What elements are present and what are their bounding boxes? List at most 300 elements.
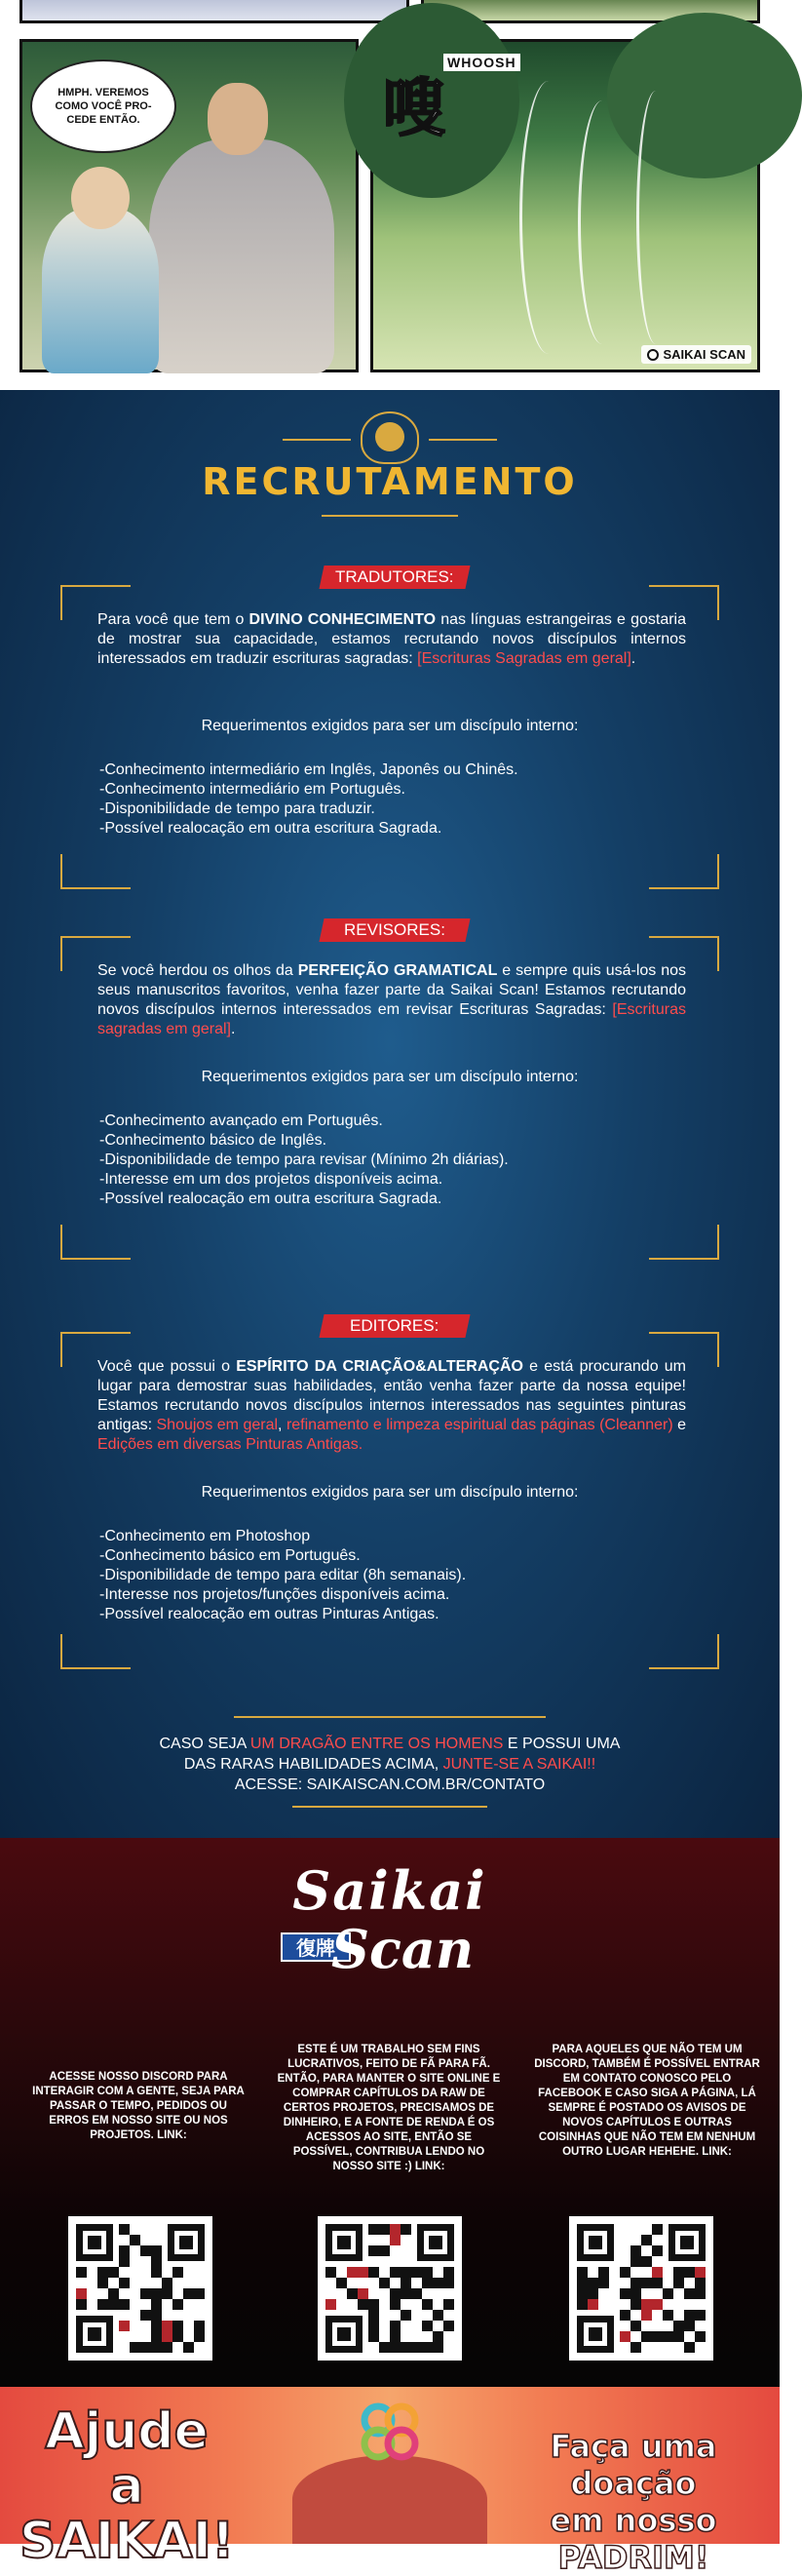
qr-module	[368, 2235, 379, 2245]
qr-module	[390, 2256, 401, 2267]
qr-module	[443, 2267, 454, 2278]
qr-module	[140, 2321, 151, 2331]
qr-module	[620, 2331, 630, 2342]
qr-module	[609, 2299, 620, 2310]
qr-module	[609, 2288, 620, 2299]
qr-module	[684, 2331, 695, 2342]
qr-module	[76, 2267, 87, 2278]
qr-module	[151, 2342, 162, 2353]
qr-finder	[76, 2224, 113, 2261]
qr-module	[620, 2278, 630, 2288]
qr-module	[620, 2224, 630, 2235]
qr-module	[119, 2278, 130, 2288]
character-head-tall	[208, 83, 268, 155]
text-highlight: JUNTE-SE A SAIKAI!!	[442, 1756, 596, 1773]
editors-band	[319, 1314, 470, 1338]
qr-module	[390, 2224, 401, 2235]
text-fragment: E POSSUI UMA	[503, 1736, 621, 1752]
qr-module	[577, 2267, 588, 2278]
qr-module	[76, 2288, 87, 2299]
saikai-logo-icon	[647, 349, 659, 361]
qr-module	[443, 2310, 454, 2321]
qr-module	[411, 2299, 422, 2310]
qr-module	[401, 2310, 411, 2321]
site-qr-code[interactable]	[318, 2216, 462, 2361]
qr-module	[411, 2267, 422, 2278]
text-fragment: .	[630, 650, 636, 667]
sfx-whoosh: WHOOSH	[443, 54, 520, 71]
qr-module	[119, 2267, 130, 2278]
qr-module	[620, 2288, 630, 2299]
qr-module	[194, 2310, 205, 2321]
qr-module	[119, 2331, 130, 2342]
qr-module	[379, 2245, 390, 2256]
qr-module	[652, 2331, 663, 2342]
qr-module	[130, 2235, 140, 2245]
qr-module	[652, 2299, 663, 2310]
qr-module	[390, 2278, 401, 2288]
editors-req-list	[99, 1527, 704, 1624]
qr-module	[641, 2235, 652, 2245]
qr-module	[695, 2310, 706, 2321]
revisers-band	[319, 918, 470, 942]
corner-ornament	[60, 1634, 131, 1669]
discord-qr-code[interactable]	[68, 2216, 212, 2361]
manga-panels	[0, 0, 780, 390]
qr-module	[401, 2321, 411, 2331]
qr-module	[108, 2288, 119, 2299]
qr-module	[588, 2299, 598, 2310]
translators-req-heading: Requerimentos exigidos para ser um discípulo interno:	[201, 718, 579, 734]
qr-module	[140, 2342, 151, 2353]
qr-module	[347, 2278, 358, 2288]
qr-module	[641, 2278, 652, 2288]
qr-module	[162, 2331, 172, 2342]
qr-module	[368, 2310, 379, 2321]
qr-module	[130, 2245, 140, 2256]
qr-module	[433, 2310, 443, 2321]
qr-module	[379, 2288, 390, 2299]
qr-module	[336, 2299, 347, 2310]
qr-module	[620, 2267, 630, 2278]
qr-module	[663, 2267, 673, 2278]
qr-module	[119, 2245, 130, 2256]
qr-module	[336, 2288, 347, 2299]
qr-module	[673, 2331, 684, 2342]
qr-module	[379, 2235, 390, 2245]
corner-ornament	[60, 1225, 131, 1260]
qr-module	[652, 2342, 663, 2353]
qr-module	[162, 2288, 172, 2299]
qr-module	[598, 2267, 609, 2278]
list-item: -Conhecimento básico em Português.	[99, 1547, 361, 1564]
qr-module	[641, 2331, 652, 2342]
motion-streak	[578, 100, 627, 344]
qr-module	[130, 2310, 140, 2321]
qr-module	[183, 2310, 194, 2321]
qr-module	[663, 2299, 673, 2310]
editors-req-heading: Requerimentos exigidos para ser um discípulo interno:	[201, 1484, 579, 1501]
revisers-intro	[97, 961, 686, 1039]
qr-module	[652, 2321, 663, 2331]
qr-module	[325, 2288, 336, 2299]
text-highlight: [Escrituras sagradas em geral]	[97, 1001, 686, 1037]
qr-module	[162, 2267, 172, 2278]
qr-module	[151, 2321, 162, 2331]
qr-module	[641, 2224, 652, 2235]
qr-module	[411, 2342, 422, 2353]
qr-module	[422, 2342, 433, 2353]
qr-module	[194, 2342, 205, 2353]
character-figure-tall	[149, 139, 334, 373]
list-item: -Conhecimento em Photoshop	[99, 1528, 311, 1544]
qr-module	[130, 2267, 140, 2278]
qr-module	[641, 2310, 652, 2321]
qr-module	[684, 2299, 695, 2310]
qr-module	[598, 2278, 609, 2288]
qr-finder	[76, 2316, 113, 2353]
qr-module	[119, 2256, 130, 2267]
text-highlight: Edições em diversas Pinturas Antigas.	[97, 1436, 363, 1453]
qr-module	[151, 2267, 162, 2278]
qr-module	[663, 2288, 673, 2299]
text-fragment: Você que possui o	[97, 1358, 237, 1375]
ornament-line	[322, 515, 458, 517]
qr-module	[172, 2310, 183, 2321]
qr-module	[390, 2321, 401, 2331]
qr-module	[368, 2321, 379, 2331]
qr-module	[641, 2288, 652, 2299]
text-highlight: UM DRAGÃO ENTRE OS HOMENS	[249, 1736, 504, 1752]
qr-module	[695, 2288, 706, 2299]
corner-ornament	[60, 854, 131, 889]
qr-module	[151, 2256, 162, 2267]
list-item: -Interesse em um dos projetos disponíveis acima.	[99, 1171, 443, 1188]
ornament-line	[292, 1806, 487, 1808]
qr-module	[390, 2245, 401, 2256]
qr-module	[140, 2299, 151, 2310]
qr-module	[630, 2310, 641, 2321]
qr-module	[119, 2321, 130, 2331]
qr-module	[97, 2267, 108, 2278]
qr-module	[172, 2321, 183, 2331]
qr-module	[390, 2342, 401, 2353]
qr-module	[422, 2321, 433, 2331]
text-bold: DIVINO CONHECIMENTO	[248, 611, 437, 628]
qr-module	[673, 2288, 684, 2299]
qr-module	[390, 2235, 401, 2245]
qr-module	[97, 2288, 108, 2299]
qr-module	[673, 2267, 684, 2278]
qr-module	[183, 2278, 194, 2288]
qr-module	[609, 2267, 620, 2278]
text-highlight: [Escrituras Sagradas em geral]	[417, 650, 631, 667]
character-figure-elder	[42, 208, 159, 373]
qr-module	[401, 2299, 411, 2310]
editors-label: EDITORES:	[350, 1316, 439, 1335]
footer-line-1	[0, 1734, 780, 1754]
qr-module	[609, 2278, 620, 2288]
donate-right-line-1: Faça uma doação	[550, 2428, 717, 2502]
qr-module	[401, 2256, 411, 2267]
qr-module	[130, 2278, 140, 2288]
qr-module	[630, 2288, 641, 2299]
editors-intro	[97, 1357, 686, 1455]
donate-left-line-1: Ajude a	[45, 2402, 209, 2516]
qr-module	[140, 2235, 151, 2245]
qr-module	[379, 2267, 390, 2278]
qr-module	[87, 2278, 97, 2288]
qr-module	[411, 2310, 422, 2321]
qr-module	[401, 2224, 411, 2235]
qr-module	[358, 2267, 368, 2278]
qr-module	[673, 2299, 684, 2310]
qr-module	[401, 2245, 411, 2256]
speech-bubble: HMPH. VEREMOS COMO VOCÊ PRO- CEDE ENTÃO.	[30, 59, 176, 153]
qr-finder	[668, 2224, 706, 2261]
qr-module	[684, 2342, 695, 2353]
qr-module	[162, 2278, 172, 2288]
qr-module	[183, 2267, 194, 2278]
text-bold: ESPÍRITO DA CRIAÇÃO&ALTERAÇÃO	[236, 1358, 523, 1375]
qr-module	[401, 2267, 411, 2278]
qr-module	[76, 2278, 87, 2288]
corner-ornament	[649, 1225, 719, 1260]
saikai-logo-bottom: Scan	[331, 1918, 475, 1980]
qr-module	[641, 2245, 652, 2256]
qr-module	[119, 2342, 130, 2353]
text-fragment: nas línguas estrangeiras e gostaria de mostrar sua capacidade, estamos recrutando novos discípulos internos interessados em traduzir escrituras sagradas:	[97, 611, 687, 667]
qr-module	[630, 2278, 641, 2288]
qr-module	[390, 2331, 401, 2342]
foliage	[607, 13, 802, 178]
qr-module	[390, 2288, 401, 2299]
qr-module	[684, 2278, 695, 2288]
qr-module	[347, 2299, 358, 2310]
qr-module	[140, 2310, 151, 2321]
facebook-info: PARA AQUELES QUE NÃO TEM UM DISCORD, TAMBÉM É POSSÍVEL ENTRAR EM CONTATO CONOSCO PELO FACEBOOK E CASO SIGA A PÁGINA, LÁ SEMPRE É POSTADO OS AVISOS DE NOVOS CAPÍTULOS E OUTRAS COISINHAS QUE NÃO TEM EM NENHUM OUTRO LUGAR HEHEHE. LINK:	[534, 2044, 760, 2158]
qr-module	[172, 2288, 183, 2299]
qr-module	[194, 2321, 205, 2331]
qr-module	[379, 2299, 390, 2310]
text-fragment: CASO SEJA	[159, 1736, 250, 1752]
qr-module	[140, 2331, 151, 2342]
list-item: -Possível realocação em outra escritura Sagrada.	[99, 820, 442, 837]
saikai-logo-top: Saikai	[292, 1859, 487, 1922]
qr-module	[336, 2267, 347, 2278]
qr-module	[663, 2331, 673, 2342]
qr-module	[140, 2256, 151, 2267]
padrim-logo-icon	[351, 2393, 429, 2471]
qr-module	[433, 2299, 443, 2310]
qr-module	[172, 2278, 183, 2288]
qr-module	[358, 2288, 368, 2299]
qr-module	[673, 2342, 684, 2353]
donation-banner[interactable]	[0, 2387, 780, 2576]
qr-module	[140, 2245, 151, 2256]
motion-streak	[636, 91, 675, 344]
qr-module	[358, 2278, 368, 2288]
donate-left-line-2: SAIKAI!	[19, 2512, 235, 2570]
qr-module	[368, 2288, 379, 2299]
qr-module	[443, 2321, 454, 2331]
qr-module	[130, 2321, 140, 2331]
qr-module	[620, 2310, 630, 2321]
qr-module	[588, 2267, 598, 2278]
qr-module	[401, 2235, 411, 2245]
text-fragment: Para você que tem o	[97, 611, 249, 628]
qr-module	[194, 2331, 205, 2342]
qr-module	[97, 2299, 108, 2310]
list-item: -Disponibilidade de tempo para traduzir.	[99, 800, 375, 817]
list-item: -Possível realocação em outra escritura Sagrada.	[99, 1190, 442, 1207]
qr-module	[130, 2256, 140, 2267]
qr-module	[119, 2310, 130, 2321]
qr-module	[151, 2245, 162, 2256]
recruitment-title: RECRUTAMENTO	[202, 460, 578, 503]
qr-module	[130, 2299, 140, 2310]
qr-module	[663, 2310, 673, 2321]
qr-module	[325, 2278, 336, 2288]
qr-module	[87, 2299, 97, 2310]
qr-module	[325, 2267, 336, 2278]
qr-module	[641, 2267, 652, 2278]
qr-module	[652, 2310, 663, 2321]
qr-module	[652, 2278, 663, 2288]
sfx-glyph: 嗖	[383, 72, 445, 145]
corner-ornament	[649, 1634, 719, 1669]
qr-module	[390, 2310, 401, 2321]
qr-module	[336, 2278, 347, 2288]
list-item: -Conhecimento básico de Inglês.	[99, 1132, 327, 1149]
qr-module	[641, 2342, 652, 2353]
qr-module	[151, 2299, 162, 2310]
manga-panel-dialogue	[19, 39, 359, 372]
discord-info: ACESSE NOSSO DISCORD PARA INTERAGIR COM A GENTE, SEJA PARA PASSAR O TEMPO, PEDIDOS OU ERROS EM NOSSO SITE OU NOS PROJETOS. LINK:	[32, 2071, 245, 2141]
qr-module	[630, 2224, 641, 2235]
watermark-text: SAIKAI SCAN	[663, 347, 745, 362]
qr-module	[577, 2288, 588, 2299]
qr-module	[433, 2278, 443, 2288]
revisers-label: REVISORES:	[344, 920, 445, 939]
qr-module	[108, 2299, 119, 2310]
qr-module	[588, 2278, 598, 2288]
translators-label: TRADUTORES:	[335, 567, 454, 586]
footer-line-2	[0, 1754, 780, 1775]
qr-module	[183, 2288, 194, 2299]
qr-module	[368, 2224, 379, 2235]
qr-module	[401, 2331, 411, 2342]
qr-module	[422, 2310, 433, 2321]
qr-module	[630, 2331, 641, 2342]
qr-module	[151, 2224, 162, 2235]
qr-finder	[417, 2224, 454, 2261]
qr-module	[695, 2267, 706, 2278]
qr-module	[97, 2278, 108, 2288]
qr-module	[684, 2321, 695, 2331]
qr-module	[325, 2299, 336, 2310]
manga-panel-action	[370, 39, 760, 372]
recruitment-section	[0, 390, 780, 1838]
qr-module	[379, 2256, 390, 2267]
qr-module	[641, 2299, 652, 2310]
qr-module	[684, 2267, 695, 2278]
qr-module	[172, 2267, 183, 2278]
qr-module	[119, 2235, 130, 2245]
donate-left-text	[19, 2404, 234, 2568]
text-fragment: DAS RARAS HABILIDADES ACIMA,	[183, 1756, 443, 1773]
qr-module	[194, 2267, 205, 2278]
list-item: -Conhecimento intermediário em Português.	[99, 781, 405, 798]
qr-module	[630, 2299, 641, 2310]
qr-module	[76, 2299, 87, 2310]
qr-module	[140, 2278, 151, 2288]
qr-module	[368, 2342, 379, 2353]
qr-module	[368, 2299, 379, 2310]
saikai-logo-badge: 復牌	[281, 1932, 351, 1962]
qr-module	[130, 2342, 140, 2353]
site-info: ESTE É UM TRABALHO SEM FINS LUCRATIVOS, FEITO DE FÃ PARA FÃ. ENTÃO, PARA MANTER O SITE ONLINE E COMPRAR CAPÍTULOS DA RAW DE CERTOS PROJETOS, PRECISAMOS DE DINHEIRO, E A FONTE DE RENDA É OS ACESSOS AO SITE, ENTÃO SE POSSÍVEL, CONTRIBUA LENDO NO NOSSO SITE :) LINK:	[277, 2044, 501, 2172]
qr-module	[630, 2235, 641, 2245]
qr-module	[119, 2299, 130, 2310]
recruitment-footer	[0, 1734, 780, 1795]
qr-module	[422, 2278, 433, 2288]
ornament-line	[429, 439, 497, 441]
qr-module	[368, 2256, 379, 2267]
qr-module	[433, 2331, 443, 2342]
qr-module	[183, 2321, 194, 2331]
qr-module	[652, 2235, 663, 2245]
qr-module	[368, 2267, 379, 2278]
qr-module	[652, 2288, 663, 2299]
qr-module	[108, 2278, 119, 2288]
list-item: -Disponibilidade de tempo para revisar (Mínimo 2h diárias).	[99, 1151, 509, 1168]
qr-module	[433, 2342, 443, 2353]
ornament-line	[234, 1716, 546, 1718]
qr-module	[379, 2278, 390, 2288]
qr-module	[151, 2310, 162, 2321]
emblem-center-icon	[375, 422, 404, 451]
qr-module	[620, 2235, 630, 2245]
corner-ornament	[649, 854, 719, 889]
qr-module	[379, 2331, 390, 2342]
qr-module	[443, 2278, 454, 2288]
text-highlight: Shoujos em geral	[156, 1417, 279, 1433]
qr-module	[172, 2331, 183, 2342]
qr-module	[87, 2288, 97, 2299]
qr-module	[673, 2278, 684, 2288]
qr-module	[379, 2310, 390, 2321]
qr-module	[663, 2278, 673, 2288]
qr-module	[433, 2288, 443, 2299]
qr-module	[379, 2224, 390, 2235]
qr-module	[108, 2267, 119, 2278]
translators-intro	[97, 610, 686, 669]
qr-finder	[168, 2224, 205, 2261]
qr-module	[443, 2299, 454, 2310]
text-bold: PERFEIÇÃO GRAMATICAL	[297, 962, 498, 979]
qr-module	[443, 2342, 454, 2353]
facebook-qr-code[interactable]	[569, 2216, 713, 2361]
qr-module	[630, 2256, 641, 2267]
translators-req-list	[99, 761, 704, 839]
qr-module	[162, 2299, 172, 2310]
list-item: -Conhecimento avançado em Português.	[99, 1112, 383, 1129]
qr-module	[162, 2321, 172, 2331]
qr-module	[598, 2299, 609, 2310]
footer-contact-link[interactable]: ACESSE: SAIKAISCAN.COM.BR/CONTATO	[234, 1776, 546, 1793]
qr-module	[695, 2278, 706, 2288]
